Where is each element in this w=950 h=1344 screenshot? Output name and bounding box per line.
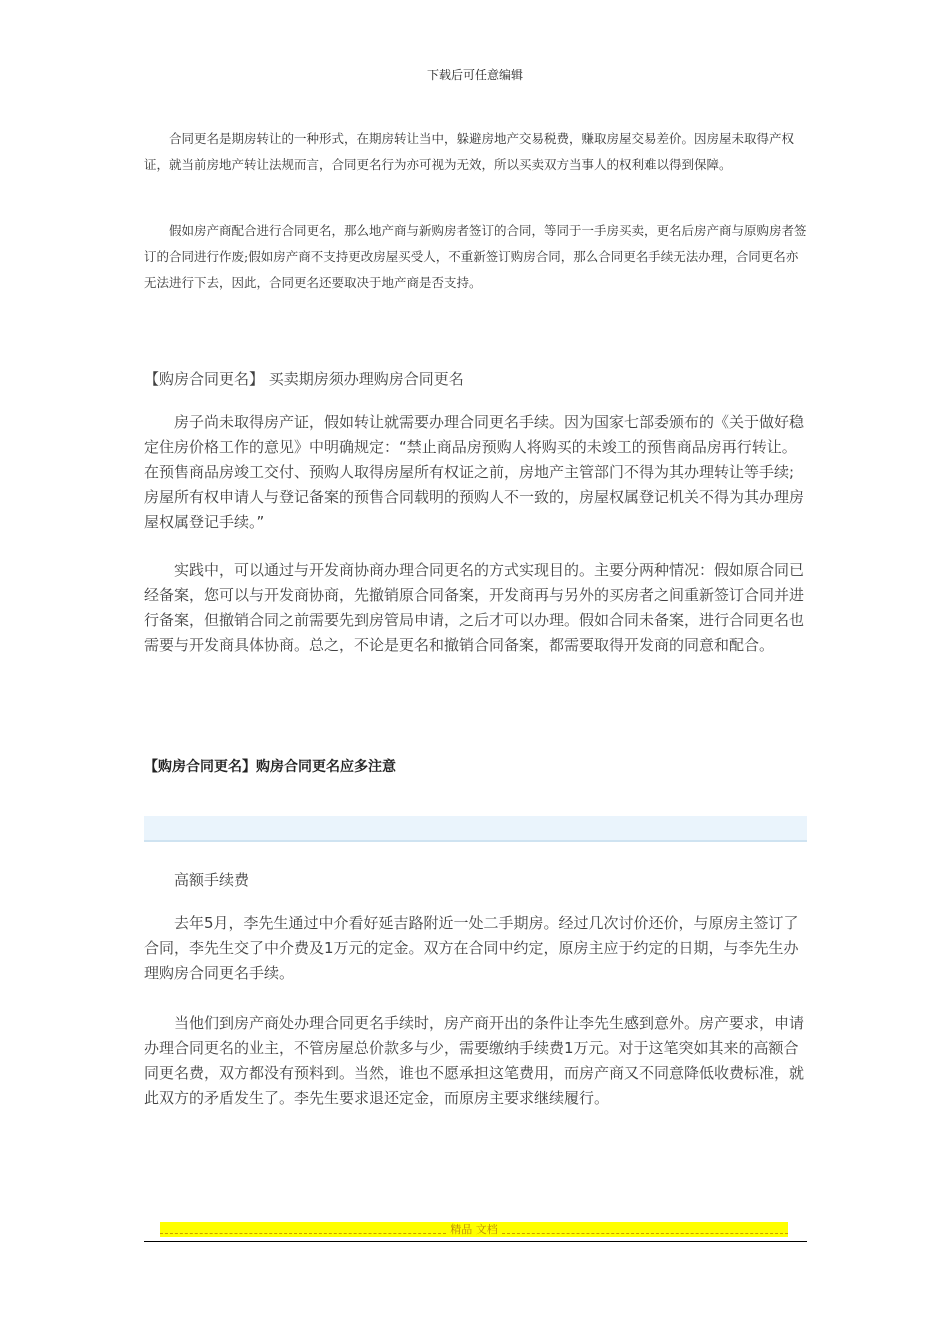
footer-banner: [160, 1222, 788, 1237]
page-header: 下载后可任意编辑: [426, 68, 523, 82]
section2-paragraph-2: 当他们到房产商处办理合同更名手续时，房产商开出的条件让李先生感到意外。房产要求，申请办理合同更名的业主，不管房屋总价款多与少，需要缴纳手续费1万元。对于这笔突如其来的高额合同更名费，双方都没有预料到。当然，谁也不愿承担这笔费用，而房产商又不同意降低收费标准，就此双方的矛盾发生了。李先生要求退还定金，而原房主要求继续履行。: [144, 1014, 805, 1107]
footer-label: 精品 文档: [450, 1223, 498, 1236]
footer-rule: [144, 1241, 807, 1242]
section1-paragraph-1: 房子尚未取得房产证，假如转让就需要办理合同更名手续。因为国家七部委颁布的《关于做好稳定住房价格工作的意见》中明确规定：“禁止商品房预购人将购买的未竣工的预售商品房再行转让。在预售商品房竣工交付、预购人取得房屋所有权证之前，房地产主管部门不得为其办理转让等手续;房屋所有权申请人与登记备案的预售合同载明的预购人不一致的，房屋权属登记机关不得为其办理房屋权属登记手续。”: [144, 413, 805, 531]
intro-paragraph-2: 假如房产商配合进行合同更名，那么地产商与新购房者签订的合同，等同于一手房买卖，更名后房产商与原购房者签订的合同进行作废;假如房产商不支持更改房屋买受人，不重新签订购房合同，那么合同更名手续无法办理，合同更名亦无法进行下去，因此，合同更名还要取决于地产商是否支持。: [144, 223, 807, 290]
divider-band: [144, 816, 807, 842]
footer-dash-left: [160, 1226, 446, 1234]
section2-subheading: 高额手续费: [174, 871, 250, 889]
section2-heading: 【购房合同更名】购房合同更名应多注意: [144, 759, 396, 775]
section1-paragraph-2: 实践中，可以通过与开发商协商办理合同更名的方式实现目的。主要分两种情况：假如原合同已经备案，您可以与开发商协商，先撤销原合同备案，开发商再与另外的买房者之间重新签订合同并进行备案，但撤销合同之前需要先到房管局申请，之后才可以办理。假如合同未备案，进行合同更名也需要与开发商具体协商。总之，不论是更名和撤销合同备案，都需要取得开发商的同意和配合。: [144, 561, 805, 654]
section2-paragraph-1: 去年5月，李先生通过中介看好延吉路附近一处二手期房。经过几次讨价还价，与原房主签订了合同，李先生交了中介费及1万元的定金。双方在合同中约定，原房主应于约定的日期，与李先生办理购房合同更名手续。: [144, 914, 799, 982]
footer-dash-right: [502, 1226, 788, 1234]
intro-paragraph-1: 合同更名是期房转让的一种形式，在期房转让当中，躲避房地产交易税费，赚取房屋交易差价。因房屋未取得产权证，就当前房地产转让法规而言，合同更名行为亦可视为无效，所以买卖双方当事人的权利难以得到保障。: [144, 131, 795, 172]
section1-heading: 【购房合同更名】 买卖期房须办理购房合同更名: [144, 370, 464, 388]
